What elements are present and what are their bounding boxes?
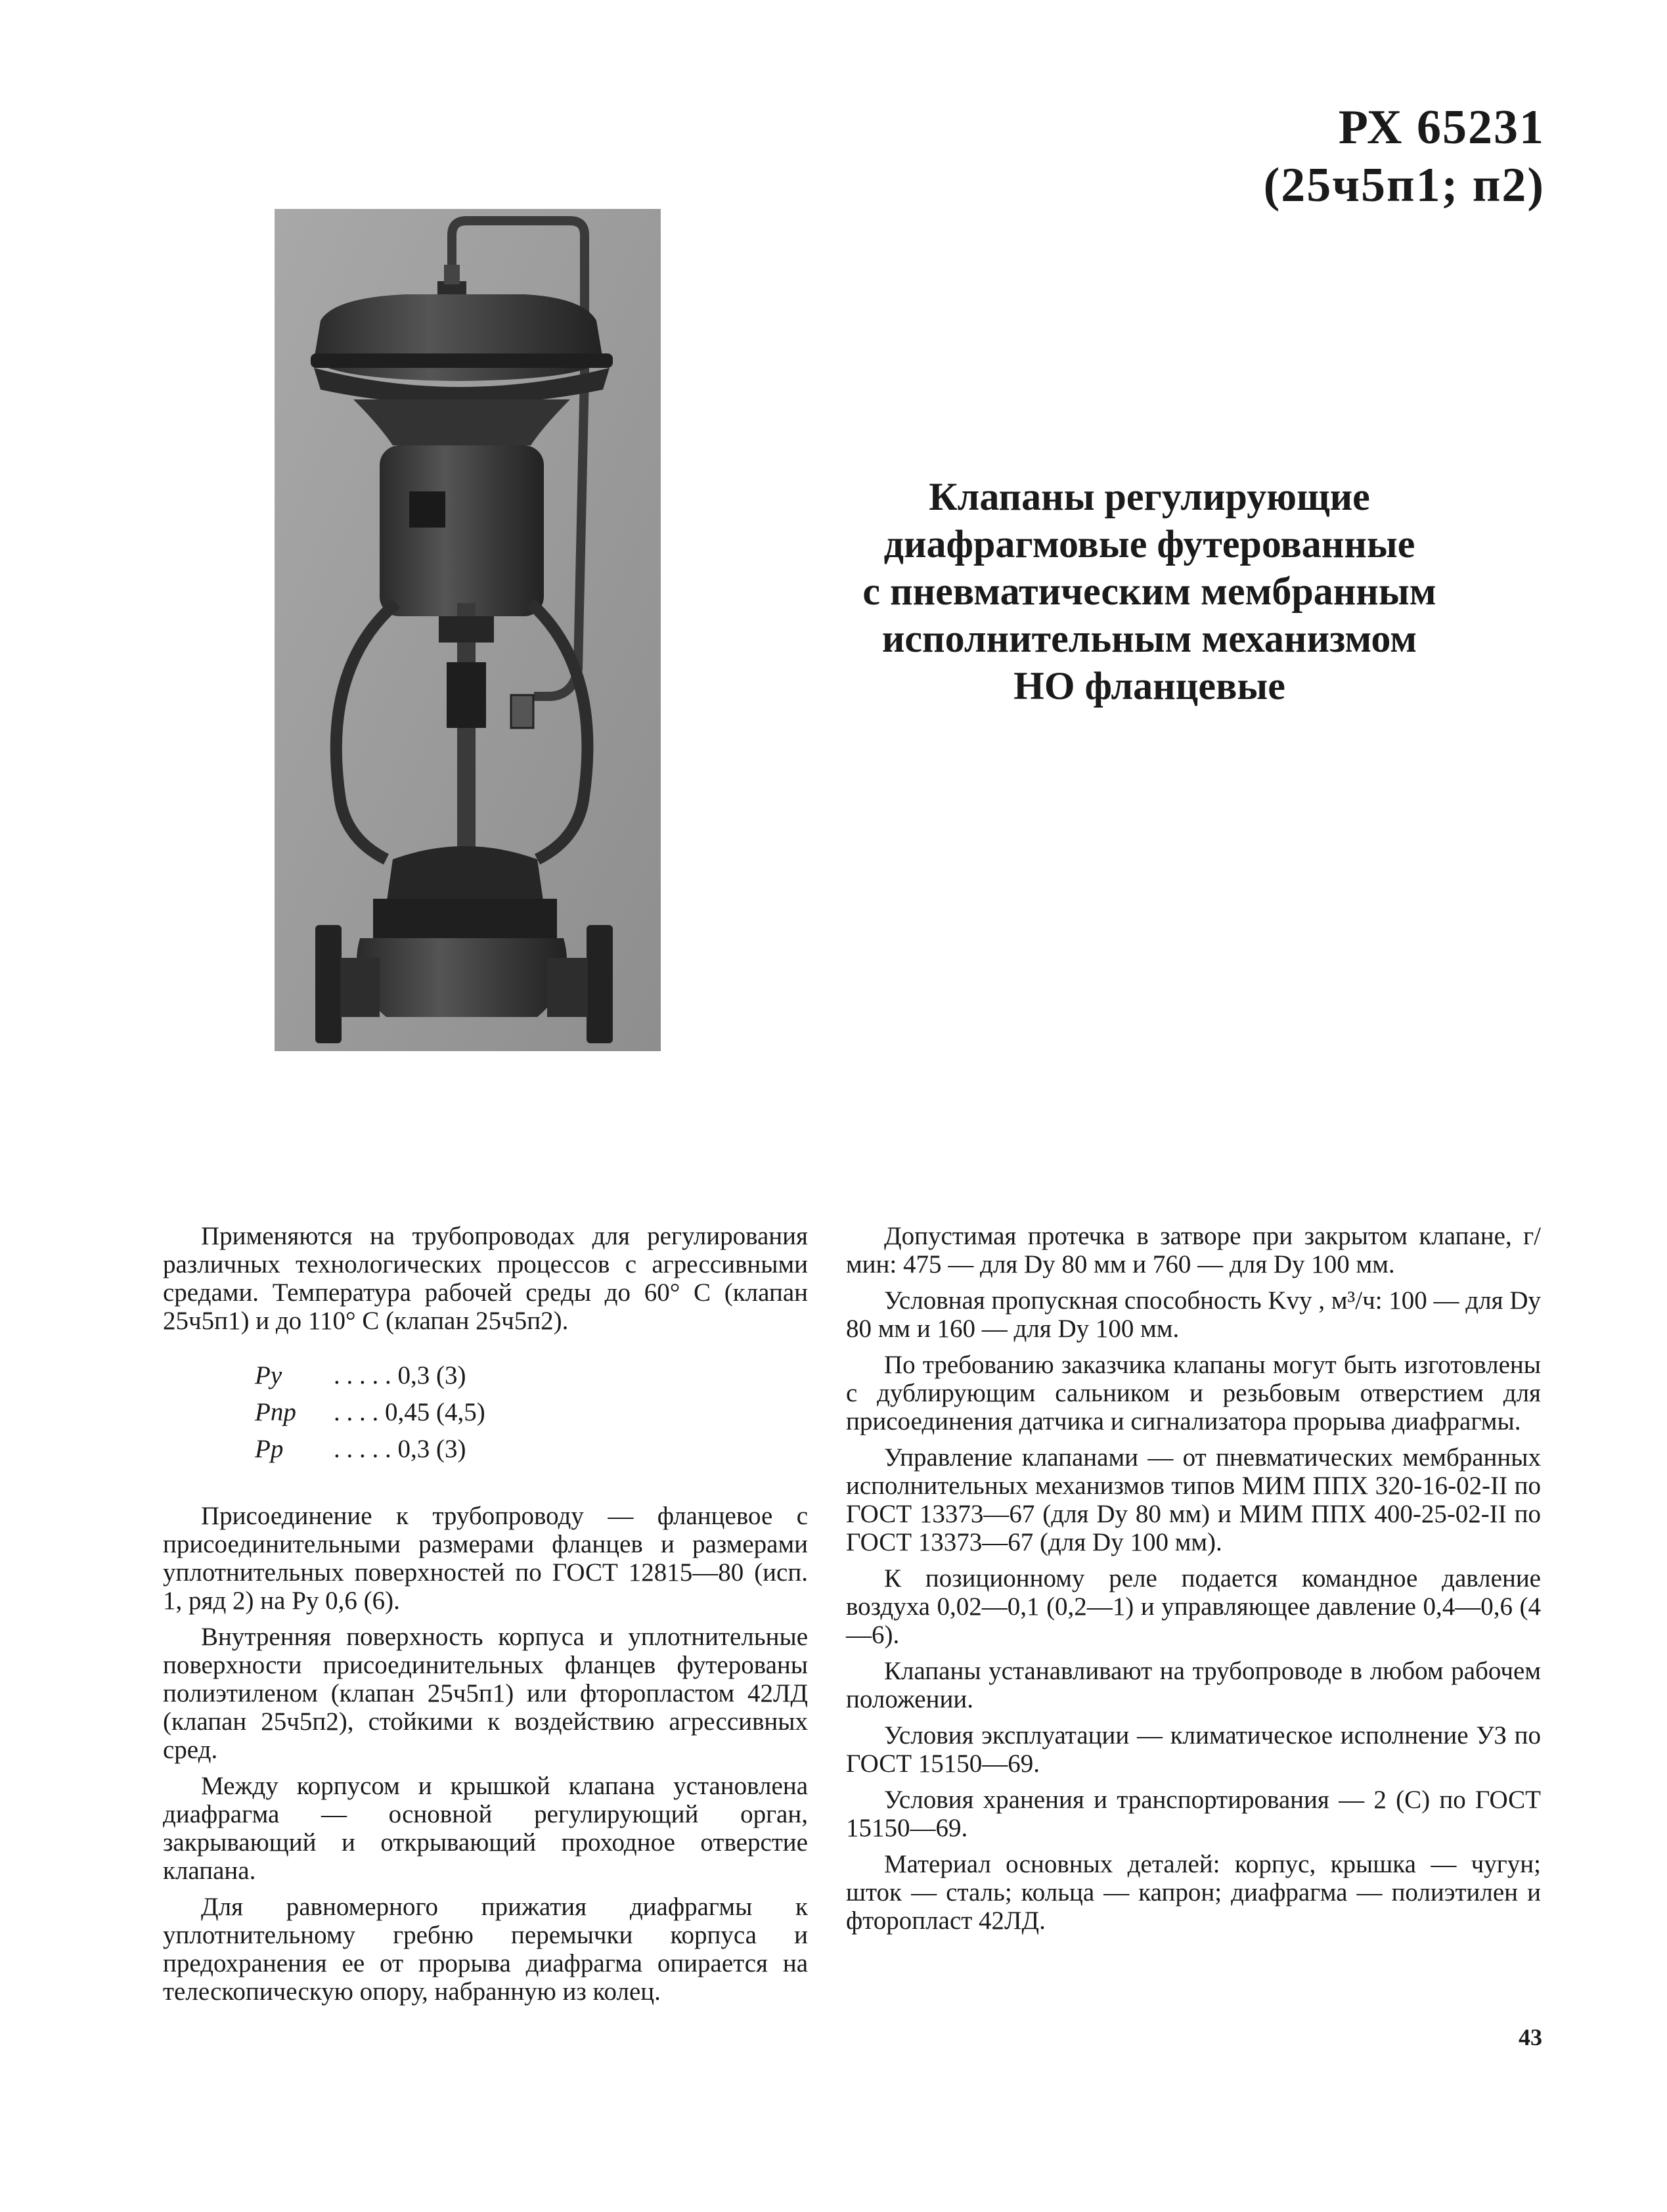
parameter-symbol: Pпр [255,1398,296,1426]
parameter-number: 0,3 (3) [397,1435,466,1463]
parameter-value [334,1357,616,1394]
body-paragraph: Для равномерного прижатия диафрагмы к уплотнительному гребню перемычки корпуса и предохранения ее от прорыва диафрагма опирается на телескопическую опору, набранную из колец. [163,1893,808,2006]
parameter-number: 0,3 (3) [397,1361,466,1389]
body-paragraph: По требованию заказчика клапаны могут быть изготовлены с дублирующим сальником и резьбовым отверстием для присоединения датчика и сигнализатора прорыва диафрагмы. [846,1351,1541,1435]
body-paragraph: Условия хранения и транспортирования — 2 (С) по ГОСТ 15150—69. [846,1786,1541,1842]
parameter-dots: . . . . . [334,1361,391,1389]
product-code: РХ 65231 [1338,101,1545,154]
document-title [821,473,1478,710]
parameter-symbol: Pр [255,1435,284,1463]
pressure-parameters [163,1357,808,1468]
body-paragraph: Допустимая протечка в затворе при закрытом клапане, г/мин: 475 — для Dу 80 мм и 760 — для Dу 100 мм. [846,1222,1541,1278]
body-paragraph: Клапаны устанавливают на трубопроводе в любом рабочем положении. [846,1657,1541,1713]
model-numbers: (25ч5п1; п2) [1263,158,1545,212]
intro-paragraph: Применяются на трубопроводах для регулирования различных технологических процессов с агрессивными средами. Температура рабочей среды до 60° С (клапан 25ч5п1) и до 110° С (клапан 25ч5п2). [163,1222,808,1335]
title-line: с пневматическим мембранным [862,570,1436,613]
title-line: НО фланцевые [1013,664,1285,708]
body-paragraph: Условия эксплуатации — климатическое исполнение УЗ по ГОСТ 15150—69. [846,1721,1541,1778]
parameter-dots: . . . . [334,1398,379,1426]
body-paragraph: Внутренняя поверхность корпуса и уплотнительные поверхности присоединительных фланцев футерованы полиэтиленом (клапан 25ч5п1) или фторопластом 42ЛД (клапан 25ч5п2), стойкими к воздействию агрессивных сред. [163,1623,808,1764]
left-column [163,1222,808,2014]
parameter-dots: . . . . . [334,1435,391,1463]
parameter-row [163,1394,808,1431]
title-line: исполнительным механизмом [881,617,1417,660]
body-paragraph: Между корпусом и крышкой клапана установлена диафрагма — основной регулирующий орган, закрывающий и открывающий проходное отверстие клапана. [163,1772,808,1885]
valve-illustration [275,209,661,1051]
body-paragraph: К позиционному реле подается командное давление воздуха 0,02—0,1 (0,2—1) и управляющее давление 0,4—0,6 (4—6). [846,1564,1541,1649]
body-paragraph: Условная пропускная способность Kvу , м³/ч: 100 — для Dу 80 мм и 160 — для Dу 100 мм. [846,1286,1541,1343]
valve-photo [275,209,661,1051]
title-line: Клапаны регулирующие [929,475,1370,518]
parameter-number: 0,45 (4,5) [385,1398,485,1426]
parameter-value [334,1431,616,1468]
parameter-symbol: Pу [255,1361,282,1389]
parameter-value [334,1394,616,1431]
body-paragraph: Материал основных деталей: корпус, крышка — чугун; шток — сталь; кольца — капрон; диафрагма — полиэтилен и фторопласт 42ЛД. [846,1850,1541,1935]
right-column [846,1222,1541,1943]
body-paragraph: Присоединение к трубопроводу — фланцевое с присоединительными размерами фланцев и размерами уплотнительных поверхностей по ГОСТ 12815—80 (исп. 1, ряд 2) на Pу 0,6 (6). [163,1502,808,1615]
parameter-row [163,1357,808,1394]
document-code [1264,99,1545,214]
parameter-row [163,1431,808,1468]
body-paragraph: Управление клапанами — от пневматических мембранных исполнительных механизмов типов МИМ ППХ 320-16-02-II по ГОСТ 13373—67 (для Dу 80 мм) и МИМ ППХ 400-25-02-II по ГОСТ 13373—67 (для Dу 100 мм). [846,1443,1541,1556]
title-line: диафрагмовые футерованные [883,522,1415,566]
page-number: 43 [1519,2024,1542,2050]
